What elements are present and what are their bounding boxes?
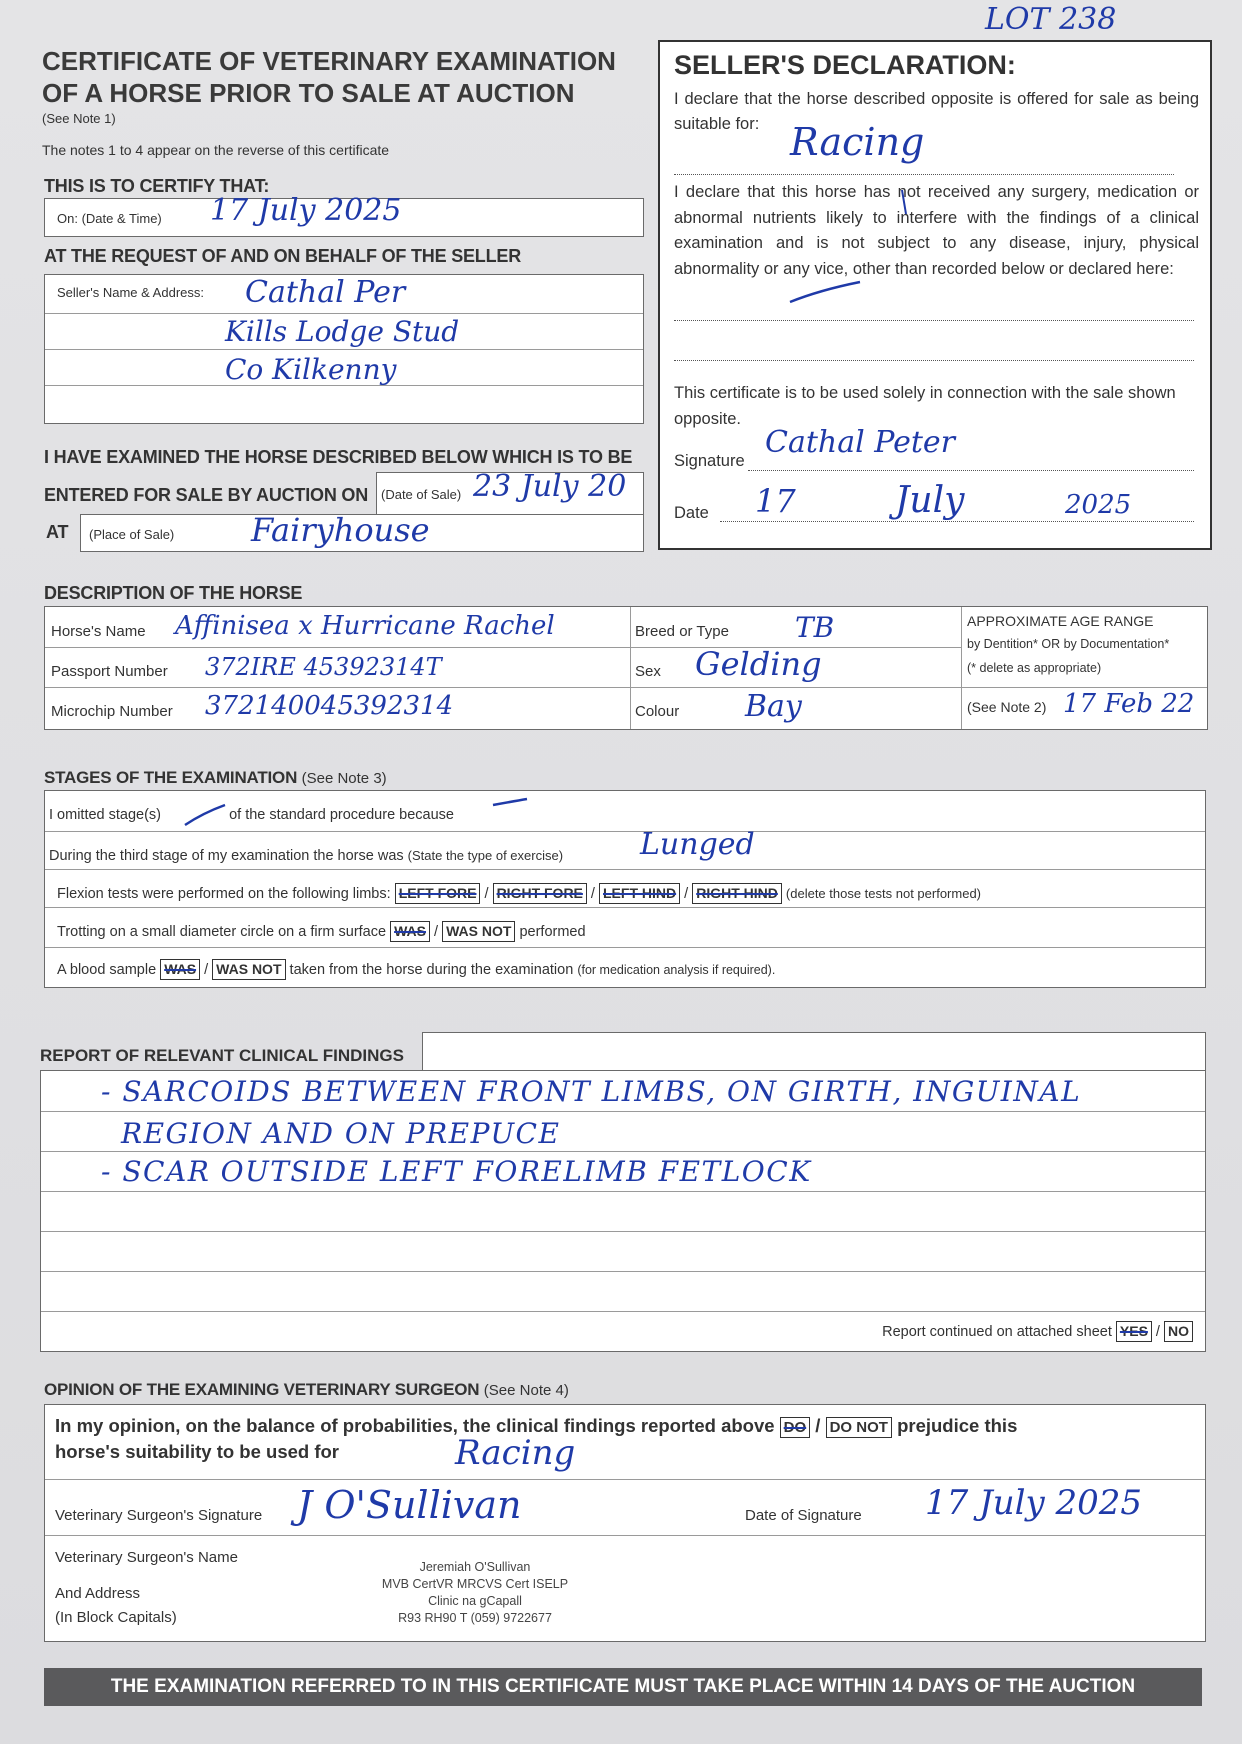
- trotting-row: Trotting on a small diameter circle on a firm surface WAS / WAS NOT performed: [57, 923, 586, 940]
- declaration-date-label: Date: [674, 504, 709, 522]
- report-heading: REPORT OF RELEVANT CLINICAL FINDINGS: [40, 1046, 404, 1065]
- finding-line3: - SCAR OUTSIDE LEFT FORELIMB FETLOCK: [101, 1155, 812, 1188]
- report-continued-text: Report continued on attached sheet: [882, 1324, 1112, 1340]
- finding-line1: - SARCOIDS BETWEEN FRONT LIMBS, ON GIRTH, INGUINAL: [101, 1075, 1082, 1108]
- request-heading: AT THE REQUEST OF AND ON BEHALF OF THE SELLER: [44, 246, 522, 266]
- declaration-heading: SELLER'S DECLARATION:: [674, 50, 1016, 80]
- footer-banner: THE EXAMINATION REFERRED TO IN THIS CERTIFICATE MUST TAKE PLACE WITHIN 14 DAYS OF THE AUCTION: [44, 1668, 1202, 1706]
- opinion-text-a: In my opinion, on the balance of probabilities, the clinical findings reported above: [55, 1415, 775, 1436]
- stamp-line2: MVB CertVR MRCVS Cert ISELP: [381, 1577, 569, 1591]
- sex-value[interactable]: Gelding: [695, 645, 822, 683]
- opinion-text-row: In my opinion, on the balance of probabilities, the clinical findings reported above DO / DO NOT prejudice this: [55, 1415, 1018, 1436]
- opinion-see-note: (See Note 4): [483, 1382, 569, 1399]
- vet-stamp: [335, 1559, 615, 1627]
- trotting-text: Trotting on a small diameter circle on a firm surface: [57, 924, 387, 940]
- title-line1: CERTIFICATE OF VETERINARY EXAMINATION: [42, 46, 616, 76]
- blood-row: A blood sample WAS / WAS NOT taken from the horse during the examination (for medication analysis if required).: [57, 961, 776, 978]
- age-by: by Dentition* OR by Documentation*: [967, 637, 1170, 651]
- microchip-value[interactable]: 372140045392314: [205, 691, 454, 721]
- declaration-text3: This certificate is to be used solely in connection with the sale shown opposite.: [674, 384, 1176, 428]
- stamp-line4: R93 RH90 T (059) 9722677: [398, 1611, 552, 1625]
- breed-label: Breed or Type: [635, 623, 729, 640]
- sex-label: Sex: [635, 663, 661, 680]
- flexion-row: Flexion tests were performed on the following limbs: LEFT FORE / RIGHT FORE / LEFT HIND / RIGHT HIND (delete those tests not performed): [57, 885, 982, 902]
- date-of-signature-label: Date of Signature: [745, 1507, 862, 1524]
- age-delete-note: (* delete as appropriate): [967, 661, 1102, 675]
- not-correction-mark: [660, 42, 1210, 548]
- continued-no[interactable]: NO: [1164, 1321, 1193, 1342]
- declaration-suitable-for: Racing: [790, 120, 925, 164]
- limb-left-fore[interactable]: LEFT FORE: [395, 883, 481, 904]
- date-of-signature-value: 17 July 2025: [925, 1483, 1143, 1523]
- at-label: AT: [46, 522, 69, 542]
- date-of-sale-box[interactable]: [376, 469, 644, 516]
- seller-signature: Cathal Peter: [765, 425, 955, 460]
- block-capitals-label: (In Block Capitals): [55, 1609, 177, 1626]
- opinion-text-b: prejudice this: [897, 1415, 1018, 1436]
- place-of-sale-value: Fairyhouse: [251, 511, 430, 549]
- stamp-line3: Clinic na gCapall: [428, 1594, 522, 1608]
- seller-line1: Cathal Per: [245, 275, 406, 310]
- declaration-text1: I declare that the horse described opposite is offered for sale as being suitable for:: [674, 90, 1199, 133]
- vet-signature-label: Veterinary Surgeon's Signature: [55, 1507, 263, 1524]
- lot-number: LOT 238: [985, 2, 1117, 37]
- trotting-was-not[interactable]: WAS NOT: [442, 921, 515, 942]
- trotting-was[interactable]: WAS: [390, 921, 430, 942]
- report-heading-tab: [422, 1032, 1206, 1071]
- on-date-value: 17 July 2025: [210, 193, 402, 228]
- on-date-label: On: (Date & Time): [57, 211, 162, 226]
- notes-text: The notes 1 to 4 appear on the reverse of this certificate: [42, 142, 390, 158]
- opinion-used-for: Racing: [455, 1433, 576, 1473]
- blood-note: (for medication analysis if required).: [577, 963, 776, 977]
- trotting-performed: performed: [519, 924, 586, 940]
- opinion-do-not[interactable]: DO NOT: [826, 1417, 892, 1438]
- declaration-date-month: July: [895, 480, 965, 521]
- report-box[interactable]: [40, 1070, 1206, 1352]
- report-continued-row: Report continued on attached sheet YES / NO: [882, 1321, 1193, 1342]
- on-date-box[interactable]: [44, 193, 644, 237]
- title-line2: OF A HORSE PRIOR TO SALE AT AUCTION: [42, 78, 575, 108]
- flexion-text: Flexion tests were performed on the following limbs:: [57, 886, 391, 902]
- description-heading: DESCRIPTION OF THE HORSE: [44, 583, 303, 603]
- stamp-line1: Jeremiah O'Sullivan: [419, 1560, 531, 1574]
- date-of-sale-value: 23 July 20: [473, 469, 627, 504]
- certify-heading: THIS IS TO CERTIFY THAT:: [44, 176, 270, 196]
- third-stage-note: (State the type of exercise): [407, 848, 564, 863]
- place-of-sale-label: (Place of Sale): [89, 527, 175, 542]
- vet-address-label: And Address: [55, 1585, 141, 1602]
- limb-right-fore[interactable]: RIGHT FORE: [493, 883, 587, 904]
- flexion-note: (delete those tests not performed): [785, 886, 982, 901]
- age-heading: APPROXIMATE AGE RANGE: [967, 613, 1154, 629]
- microchip-label: Microchip Number: [51, 703, 173, 720]
- limb-left-hind[interactable]: LEFT HIND: [599, 883, 680, 904]
- colour-value[interactable]: Bay: [745, 689, 802, 724]
- sale-heading1: I HAVE EXAMINED THE HORSE DESCRIBED BELOW WHICH IS TO BE: [44, 447, 633, 467]
- limb-right-hind[interactable]: RIGHT HIND: [692, 883, 782, 904]
- finding-line2: REGION AND ON PREPUCE: [121, 1117, 561, 1150]
- date-of-sale-label: (Date of Sale): [381, 487, 462, 502]
- opinion-box: [44, 1404, 1206, 1642]
- declaration-date-year: 2025: [1065, 490, 1132, 520]
- horse-name-label: Horse's Name: [51, 623, 146, 640]
- continued-yes[interactable]: YES: [1116, 1321, 1152, 1342]
- blood-text: A blood sample: [57, 962, 157, 978]
- stages-box: [44, 790, 1206, 988]
- blood-after: taken from the horse during the examination: [289, 962, 574, 978]
- declaration-date-day: 17: [755, 482, 796, 520]
- omitted-text-b: of the standard procedure because: [229, 807, 454, 823]
- passport-label: Passport Number: [51, 663, 168, 680]
- vet-name-label: Veterinary Surgeon's Name: [55, 1549, 238, 1566]
- third-stage-row: [49, 848, 563, 864]
- blood-was-not[interactable]: WAS NOT: [212, 959, 285, 980]
- age-value[interactable]: 17 Feb 22: [1063, 689, 1195, 719]
- see-note-1: (See Note 1): [42, 111, 116, 126]
- third-stage-value[interactable]: Lunged: [640, 827, 755, 862]
- horse-name-value[interactable]: Affinisea x Hurricane Rachel: [175, 611, 555, 641]
- vet-signature: J O'Sullivan: [297, 1483, 522, 1527]
- colour-label: Colour: [635, 703, 680, 720]
- blood-was[interactable]: WAS: [160, 959, 200, 980]
- seller-declaration-box: [658, 40, 1212, 550]
- opinion-heading-wrap: [44, 1380, 569, 1400]
- omitted-text-a: I omitted stage(s): [49, 807, 162, 823]
- stages-heading-wrap: [44, 768, 387, 788]
- signature-label: Signature: [674, 452, 745, 470]
- opinion-heading: OPINION OF THE EXAMINING VETERINARY SURGEON: [44, 1380, 480, 1399]
- seller-line2: Kills Lodge Stud: [225, 315, 460, 348]
- age-see-note: (See Note 2): [967, 699, 1047, 715]
- breed-value[interactable]: TB: [795, 611, 835, 644]
- passport-value[interactable]: 372IRE 45392314T: [205, 653, 442, 681]
- declaration-text2: I declare that this horse has not received any surgery, medication or abnormal nutrients likely to interfere with the findings of a clinical examination and is not subject to any disease, injury, physical abnormality or any vice, other than recorded below or declared here:: [674, 183, 1199, 278]
- seller-address-box[interactable]: [44, 274, 644, 424]
- description-table: [44, 606, 1208, 730]
- stages-heading: STAGES OF THE EXAMINATION: [44, 768, 298, 787]
- third-stage-text: During the third stage of my examination the horse was: [49, 848, 404, 864]
- opinion-do[interactable]: DO: [780, 1417, 811, 1438]
- omitted-dash-marks: [45, 791, 645, 841]
- stages-see-note: (See Note 3): [301, 770, 387, 787]
- sale-heading2: ENTERED FOR SALE BY AUCTION ON: [44, 485, 369, 505]
- seller-label: Seller's Name & Address:: [57, 285, 204, 300]
- opinion-text-c: horse's suitability to be used for: [55, 1441, 340, 1462]
- seller-line3: Co Kilkenny: [225, 353, 397, 386]
- place-of-sale-box[interactable]: [80, 511, 644, 552]
